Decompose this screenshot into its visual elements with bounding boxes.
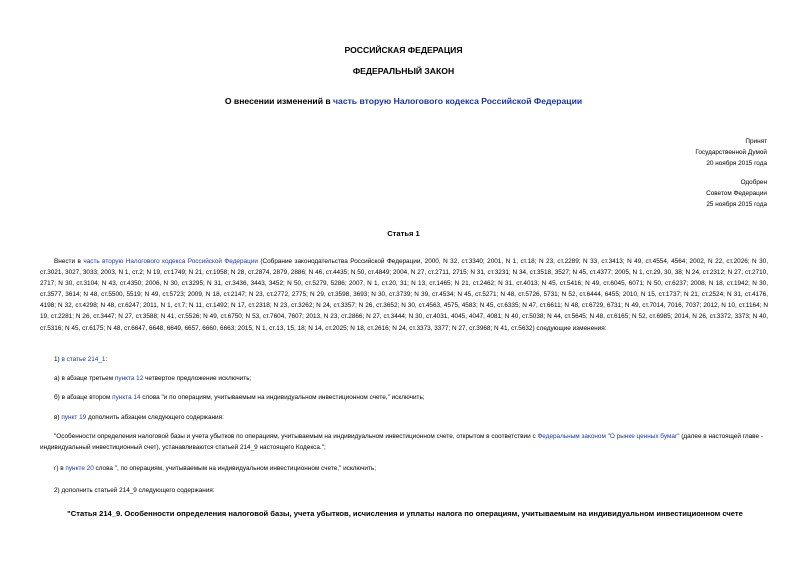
item-a-suffix: четвертое предложение исключить; <box>143 375 252 382</box>
article-214-9-heading: "Статья 214_9. Особенности определения налоговой базы, учета убытков, исчисления и уплаты налога по операциям, учитываемым на индивидуальном инвестиционном счете <box>67 509 743 518</box>
accepted-label: Принят <box>745 138 767 145</box>
item-1-prefix: 1) <box>54 356 62 363</box>
approved-label: Одобрен <box>740 179 767 186</box>
securities-market-law-link[interactable]: "О рынке ценных бумаг" <box>607 433 680 440</box>
item-v <box>40 412 782 423</box>
federal-law-link[interactable]: Федеральным законом <box>537 433 606 440</box>
item-g-prefix: г) в <box>54 465 66 472</box>
intro-prefix: Внести в <box>54 258 84 265</box>
duma-label: Государственной Думой <box>695 149 767 156</box>
article-214-1-link[interactable]: в статье 214_1 <box>61 356 106 363</box>
item-g <box>40 463 782 474</box>
item-b-prefix: б) в абзаце втором <box>54 394 113 401</box>
tax-code-part-two-link[interactable]: часть вторую Налогового кодекса Российской Федерации <box>333 96 583 106</box>
item-quote-prefix: "Особенности определения налоговой базы и учета убытков по операциям, учитываемым на индивидуальном инвестиционном счете, открытом в соответствии с <box>54 433 538 440</box>
point-12-link[interactable]: пункта 12 <box>114 375 144 382</box>
intro-tax-code-link[interactable]: часть вторую Налогового кодекса Российской Федерации <box>83 258 258 265</box>
item-b-suffix: слова "и по операциям, учитываемым на индивидуальном инвестиционном счете," исключить; <box>140 394 425 401</box>
duma-date: 20 ноября 2015 года <box>706 160 767 167</box>
intro-paragraph <box>40 256 768 334</box>
intro-text: (Собрание законодательства Российской Федерации, 2000, N 32, ст.3340; 2001, N 1, ст.18; N 23, ст.2289; N 33, ст.3413; N 49, ст.4554, 4564; 2002, N 22, ст.2026; N 30, ст.3021, 3027, 3033; 2003, N 1, ст.2; N 19, ст.1749; N 21, ст.1958; N 28, ст.2874, 2879, 2886; N 46, ст.4435; N 50, ст.4849; 2004, N 27, ст.2711, 2715; N 31, ст.3231; N 34, ст.3518, 3527; N 45, ст.4377; 2005, N 1, ст.29, 30, 38; N 24, ст.2312; N 27, ст.2710, 2717; N 30, ст.3104; N 43, ст.4350; 2006, N 30, ст.3295; N 31, ст.3436, 3443, 3452; N 50, ст.5279, 5286; 2007, N 1, ст.20, 31; N 13, ст.1465; N 21, ст.2462; N 31, ст.4013; N 45, ст.5416; N 49, ст.6045, 6071; N 50, ст.6237; 2008, N 18, ст.1942; N 30, ст.3577, 3614; N 48, ст.5500, 5519; N 49, ст.5723; 2009, N 18, ст.2147; N 23, ст.2772, 2775; N 29, ст.3598, 3693; N 30, ст.3739; N 39, ст.4534; N 45, ст.5271; N 48, ст.5726, 5731; N 52, ст.6444, 6455; 2010, N 15, ст.1737; N 21, ст.2524; N 31, ст.4176, 4198; N 32, ст.4298; N 48, ст.6247; 2011, N 1, ст.7; N 11, ст.1492; N 17, ст.2318; N 23, ст.3262; N 24, ст.3357; N 26, ст.3652; N 30, ст.4563, 4575, 4583; N 45, ст.6335; N 47, ст.6611; N 48, ст.6729, 6731; N 49, ст.7014, 7016, 7037; 2012, N 10, ст.1164; N 19, ст.2281; N 26, ст.3447; N 27, ст.3588; N 41, ст.5526; N 49, ст.6750; N 53, ст.7604, 7607; 2013, N 23, ст.2866; N 27, ст.3444; N 30, ст.4031, 4045, 4047, 4081; N 40, ст.5038; N 44, ст.5645; N 48, ст.6165; N 52, ст.6985; 2014, N 26, ст.3372, 3373; N 40, ст.5316; N 45, ст.6175; N 48, ст.6647, 6648, 6649, 6657, 6660, 6663; 2015, N 1, ст.13, 15, 18; N 14, ст.2025; N 18, ст.2616; N 24, ст.3373, 3377; N 27, ст.3968; N 41, ст.5632) следующие изменения: <box>40 258 769 332</box>
item-v-prefix: в) <box>54 414 62 421</box>
law-type-heading: ФЕДЕРАЛЬНЫЙ ЗАКОН <box>352 66 455 76</box>
point-20-link[interactable]: пункте 20 <box>65 465 94 472</box>
item-2: 2) дополнить статьей 214_9 следующего содержания: <box>54 487 215 494</box>
item-g-suffix: слова ", по операциям, учитываемым на индивидуальном инвестиционном счете," исключить; <box>93 465 377 472</box>
point-14-link[interactable]: пункта 14 <box>112 394 141 401</box>
item-a-prefix: а) в абзаце третьем <box>54 375 115 382</box>
council-label: Советом Федерации <box>706 190 767 197</box>
article-heading: Статья 1 <box>387 229 420 238</box>
council-date: 25 ноября 2015 года <box>706 201 767 208</box>
adoption-council-block <box>706 177 767 210</box>
item-1 <box>40 354 782 365</box>
item-1-suffix: : <box>105 356 108 363</box>
item-a <box>40 373 782 384</box>
item-quote <box>40 431 768 453</box>
item-b <box>40 392 782 403</box>
country-heading: РОССИЙСКАЯ ФЕДЕРАЦИЯ <box>344 45 463 55</box>
law-title-prefix: О внесении изменений в <box>224 96 334 106</box>
point-19-link[interactable]: пункт 19 <box>61 414 87 421</box>
law-title <box>0 96 807 106</box>
item-v-suffix: дополнить абзацем следующего содержания: <box>86 414 224 421</box>
item-quote-suffix: (далее в настоящей главе - индивидуальный инвестиционный счет), устанавливаются статьей 214_9 настоящего Кодекса."; <box>40 433 763 451</box>
adoption-duma-block <box>695 136 767 169</box>
